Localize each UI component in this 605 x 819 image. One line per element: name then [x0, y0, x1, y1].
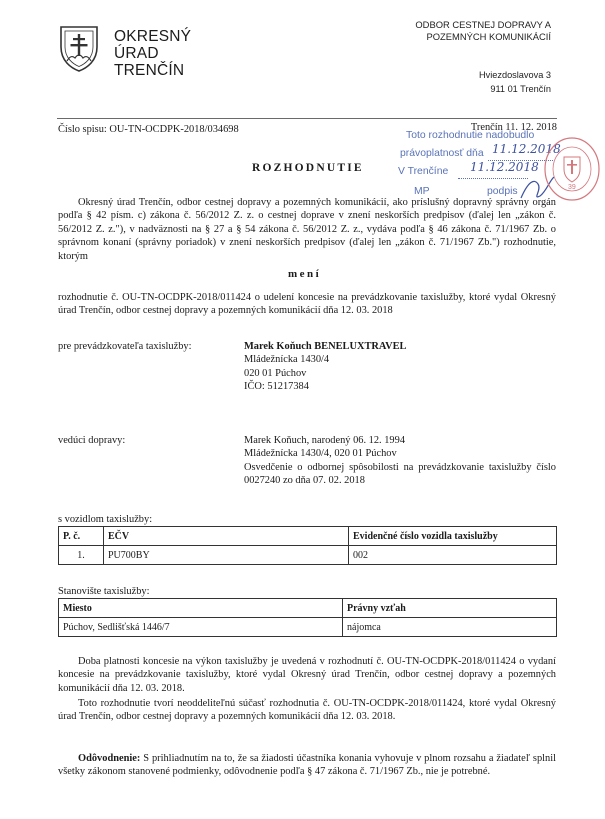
manager-certificate: Osvedčenie o odbornej spôsobilosti na prevádzkovanie taxislužby číslo — [244, 461, 556, 473]
stamp-signature-label: podpis — [487, 186, 518, 197]
department-line-2: POZEMNÝCH KOMUNIKÁCIÍ — [426, 31, 551, 42]
manager-block — [244, 434, 556, 488]
vehicles-label: s vozidlom taxislužby: — [58, 514, 153, 525]
header-cell-legal-relation: Právny vzťah — [343, 599, 557, 618]
case-number: Číslo spisu: OU-TN-OCDPK-2018/034698 — [58, 124, 239, 135]
seal-number: 39 — [568, 184, 576, 191]
department-line-1: ODBOR CESTNEJ DOPRAVY A — [415, 19, 551, 30]
manager-label: vedúci dopravy: — [58, 435, 126, 446]
stamp-initials: MP — [414, 186, 430, 197]
operator-city: 020 01 Púchov — [244, 367, 307, 379]
manager-address: Mládežnícka 1430/4, 020 01 Púchov — [244, 448, 397, 460]
slovak-coat-of-arms-icon — [59, 25, 99, 73]
stations-table-header — [59, 599, 557, 618]
header-cell-place: Miesto — [59, 599, 343, 618]
validity-paragraph: Doba platnosti koncesie na výkon taxislužby je uvedená v rozhodnutí č. OU-TN-OCDPK-2018/011424 o vydaní koncesie na prevádzkovanie taxislužby, ktoré vydal Okresný úrad Trenčín, odbor cestnej dopravy a pozemných komunikácií dňa 12. 03. 2018. — [58, 656, 556, 694]
header-cell-plate: EČV — [104, 527, 349, 546]
stamp-line-2-label: právoplatnosť dňa — [400, 148, 484, 159]
stamp-validity-date: 11.12.2018 — [492, 142, 561, 156]
place-date: Trenčín 11. 12. 2018 — [470, 122, 557, 133]
integral-part-paragraph: Toto rozhodnutie tvorí neoddeliteľnú súčasť rozhodnutia č. OU-TN-OCDPK-2018/011424, ktoré vydal Okresný úrad Trenčín, odbor cestnej dopravy a pozemných komunikácií dňa 12. 03. 2018. — [58, 698, 556, 723]
reasoning-label: Odôvodnenie: — [78, 753, 141, 764]
stations-table — [58, 598, 557, 637]
stamp-line-1: Toto rozhodnutie nadobudlo — [406, 130, 535, 141]
round-seal-icon — [538, 136, 600, 202]
operator-name: Marek Koňuch BENELUXTRAVEL — [244, 341, 407, 352]
decision-verb: mení — [288, 268, 322, 280]
header-cell-number: P. č. — [59, 527, 104, 546]
address-city: 911 01 Trenčín — [490, 84, 551, 94]
cell-number: 1. — [59, 546, 104, 565]
address-street: Hviezdoslavova 3 — [478, 70, 551, 80]
office-name-line-1: OKRESNÝ — [114, 28, 192, 45]
header — [0, 0, 605, 120]
header-cell-vehicle-id: Evidenčné číslo vozidla taxislužby — [349, 527, 557, 546]
office-name-line-2: ÚRAD — [114, 45, 159, 62]
table-row — [59, 546, 557, 565]
document-title: ROZHODNUTIE — [252, 162, 364, 174]
stamp-date: 11.12.2018 — [470, 160, 539, 174]
stamp-line-3-label: V Trenčíne — [398, 166, 449, 177]
vehicles-table — [58, 526, 557, 565]
decision-paragraph: rozhodnutie č. OU-TN-OCDPK-2018/011424 o udelení koncesie na prevádzkovanie taxislužby, ktoré vydal Okresný úrad Trenčín, odbor cestnej dopravy a pozemných komunikácií dňa 12. 03. 2018 — [58, 292, 556, 317]
header-divider — [57, 118, 557, 119]
table-row — [59, 618, 557, 637]
cell-place: Púchov, Sedlišťská 1446/7 — [59, 618, 343, 637]
reasoning-text: S prihliadnutím na to, že sa žiadosti účastníka konania vyhovuje v plnom rozsahu a žiadateľ splnil všetky zákonom stanovené podmienky, odôvodnenie podľa § 47 zákona č. 71/1967 Zb., nie je potrebné. — [58, 753, 556, 778]
operator-label: pre prevádzkovateľa taxislužby: — [58, 341, 192, 352]
manager-certificate-date: 0027240 zo dňa 07. 02. 2018 — [244, 475, 365, 487]
operator-ico: IČO: 51217384 — [244, 381, 309, 393]
cell-vehicle-id: 002 — [349, 546, 557, 565]
vehicles-table-header — [59, 527, 557, 546]
operator-block — [244, 340, 556, 394]
intro-paragraph: Okresný úrad Trenčín, odbor cestnej dopravy a pozemných komunikácií, ako príslušný dopravný správny orgán podľa § 42 písm. c) zákona č. 56/2012 Z. z. o cestnej doprave v znení neskorších predpisov (ďalej len „zákon č. 56/2012 Z. z."), v nadväznosti na § 27 a § 54 zákona č. 56/2012 Z. z., vydáva podľa § 46 zákona č. 71/1967 Zb. o správnom konaní (správny poriadok) v znení neskorších predpisov (ďalej len „zákon č. 71/1967 Zb.") rozhodnutie, ktorým — [58, 197, 556, 262]
reasoning-paragraph — [58, 752, 556, 779]
office-name-line-3: TRENČÍN — [114, 62, 185, 79]
cell-legal-relation: nájomca — [343, 618, 557, 637]
manager-name: Marek Koňuch, narodený 06. 12. 1994 — [244, 435, 406, 446]
stations-label: Stanovište taxislužby: — [58, 586, 150, 597]
operator-street: Mládežnícka 1430/4 — [244, 354, 330, 366]
cell-plate: PU700BY — [104, 546, 349, 565]
